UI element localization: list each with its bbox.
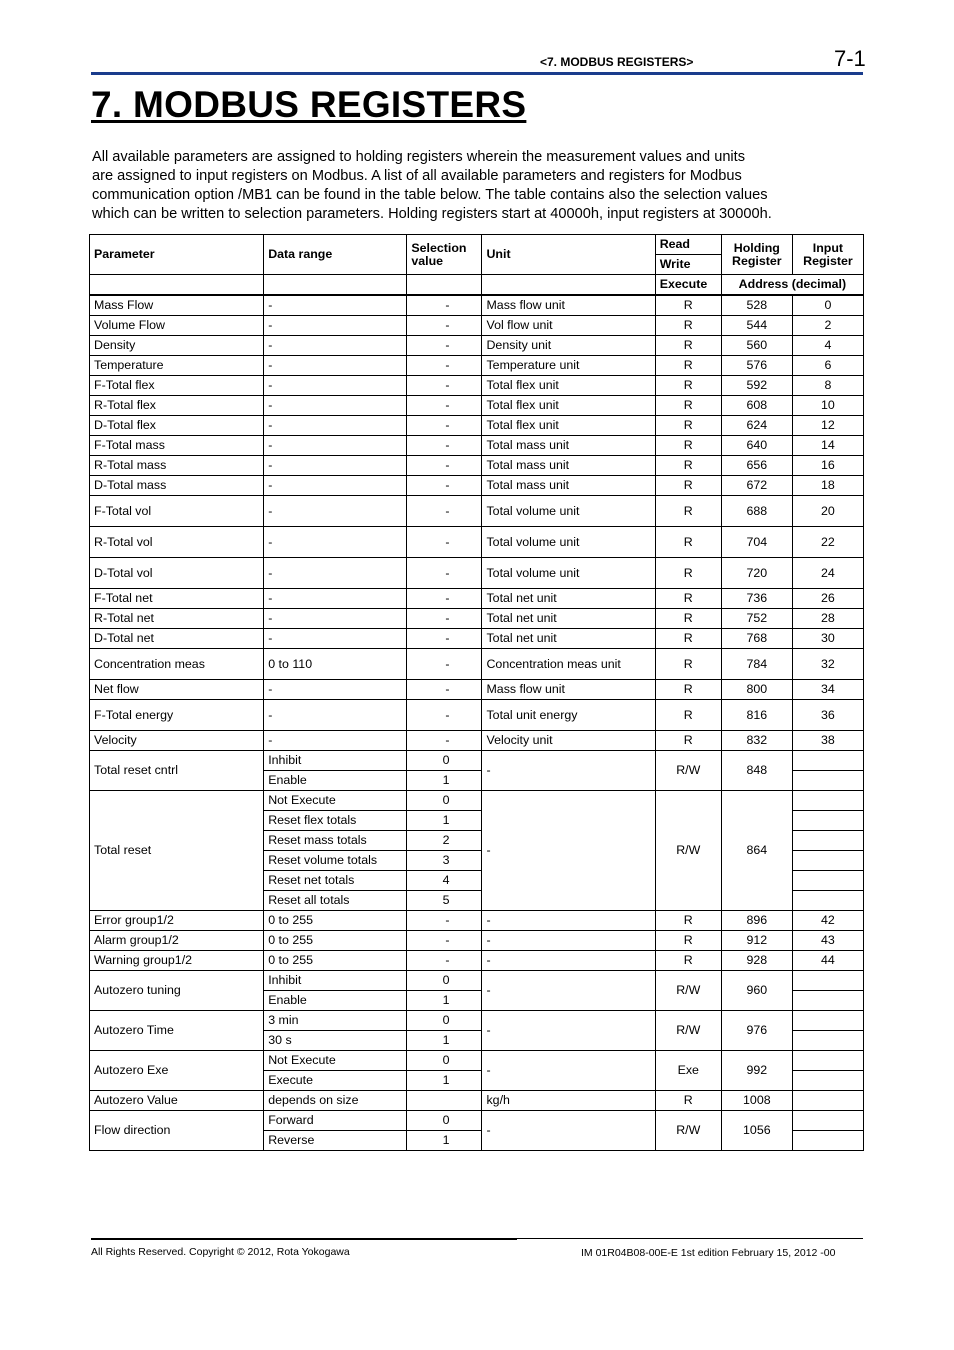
cell-access: R	[655, 609, 721, 629]
cell-input-register: 34	[792, 680, 863, 700]
cell-input-register: 20	[792, 496, 863, 527]
footer-document-info: IM 01R04B08-00E-E 1st edition February 15, 2012 -00	[581, 1247, 836, 1259]
cell-input-register	[792, 751, 863, 771]
cell-unit: -	[482, 751, 655, 791]
table-row	[90, 609, 864, 629]
cell-access: R	[655, 700, 721, 731]
cell-data-range: Reset flex totals	[264, 811, 407, 831]
header-address: Address (decimal)	[721, 275, 863, 296]
cell-holding-register: 528	[721, 295, 792, 316]
cell-unit: -	[482, 1011, 655, 1051]
cell-holding-register: 848	[721, 751, 792, 791]
cell-access: R	[655, 356, 721, 376]
header-input-register: Input Register	[792, 235, 863, 275]
table-row	[90, 649, 864, 680]
cell-input-register	[792, 851, 863, 871]
cell-input-register	[792, 1031, 863, 1051]
cell-parameter: Autozero Exe	[90, 1051, 264, 1091]
cell-data-range: -	[264, 731, 407, 751]
cell-data-range: 0 to 255	[264, 931, 407, 951]
table-row	[90, 751, 864, 771]
cell-data-range: -	[264, 456, 407, 476]
cell-holding-register: 1056	[721, 1111, 792, 1151]
cell-access: R	[655, 436, 721, 456]
cell-selection-value: 1	[407, 1131, 482, 1151]
header-data-range: Data range	[264, 235, 407, 275]
cell-data-range: Inhibit	[264, 971, 407, 991]
cell-holding-register: 736	[721, 589, 792, 609]
cell-holding-register: 1008	[721, 1091, 792, 1111]
cell-data-range: Execute	[264, 1071, 407, 1091]
cell-holding-register: 896	[721, 911, 792, 931]
cell-input-register: 30	[792, 629, 863, 649]
cell-selection-value: 0	[407, 1111, 482, 1131]
cell-input-register	[792, 1131, 863, 1151]
cell-selection-value: -	[407, 700, 482, 731]
cell-parameter: R-Total vol	[90, 527, 264, 558]
cell-access: R/W	[655, 791, 721, 911]
table-row	[90, 1091, 864, 1111]
header-rule	[91, 72, 863, 75]
cell-data-range: -	[264, 356, 407, 376]
cell-selection-value: 1	[407, 1031, 482, 1051]
cell-input-register: 32	[792, 649, 863, 680]
header-page-number: 7-1	[834, 46, 866, 71]
cell-parameter: Volume Flow	[90, 316, 264, 336]
cell-data-range: Reset mass totals	[264, 831, 407, 851]
cell-input-register	[792, 991, 863, 1011]
cell-selection-value: 4	[407, 871, 482, 891]
cell-data-range: 0 to 255	[264, 951, 407, 971]
cell-access: R	[655, 1091, 721, 1111]
cell-access: R	[655, 558, 721, 589]
cell-input-register	[792, 831, 863, 851]
cell-input-register: 0	[792, 295, 863, 316]
cell-input-register: 44	[792, 951, 863, 971]
cell-parameter: Total reset cntrl	[90, 751, 264, 791]
cell-parameter: Net flow	[90, 680, 264, 700]
footer-rule-thin	[517, 1238, 863, 1239]
table-row	[90, 629, 864, 649]
table-row	[90, 589, 864, 609]
cell-data-range: -	[264, 527, 407, 558]
table-row	[90, 680, 864, 700]
modbus-register-table	[89, 234, 864, 1151]
intro-line: which can be written to selection parameters. Holding registers start at 40000h, input registers at 30000h.	[92, 206, 772, 222]
cell-selection-value: 1	[407, 811, 482, 831]
cell-selection-value: 1	[407, 1071, 482, 1091]
intro-line: communication option /MB1 can be found in the table below. The table contains also the selection values	[92, 187, 768, 203]
cell-holding-register: 624	[721, 416, 792, 436]
cell-access: R	[655, 951, 721, 971]
cell-selection-value: -	[407, 476, 482, 496]
cell-data-range: Enable	[264, 991, 407, 1011]
cell-unit: Total volume unit	[482, 558, 655, 589]
cell-selection-value: 0	[407, 751, 482, 771]
cell-parameter: Flow direction	[90, 1111, 264, 1151]
cell-holding-register: 608	[721, 396, 792, 416]
cell-holding-register: 928	[721, 951, 792, 971]
cell-parameter: F-Total vol	[90, 496, 264, 527]
cell-selection-value: -	[407, 649, 482, 680]
cell-selection-value: 1	[407, 771, 482, 791]
cell-holding-register: 912	[721, 931, 792, 951]
cell-data-range: Inhibit	[264, 751, 407, 771]
cell-input-register: 8	[792, 376, 863, 396]
cell-parameter: Autozero tuning	[90, 971, 264, 1011]
table-row	[90, 791, 864, 811]
cell-holding-register: 640	[721, 436, 792, 456]
cell-holding-register: 816	[721, 700, 792, 731]
cell-selection-value: -	[407, 416, 482, 436]
cell-input-register: 10	[792, 396, 863, 416]
intro-line: All available parameters are assigned to holding registers wherein the measurement values and units	[92, 149, 746, 165]
cell-access: R	[655, 931, 721, 951]
cell-holding-register: 720	[721, 558, 792, 589]
cell-unit: Total unit energy	[482, 700, 655, 731]
cell-holding-register: 960	[721, 971, 792, 1011]
header-selection-value: Selection value	[407, 235, 482, 275]
cell-access: R	[655, 649, 721, 680]
cell-access: R	[655, 295, 721, 316]
cell-access: R	[655, 589, 721, 609]
cell-parameter: Total reset	[90, 791, 264, 911]
cell-data-range: -	[264, 396, 407, 416]
table-row	[90, 931, 864, 951]
cell-data-range: Enable	[264, 771, 407, 791]
cell-input-register: 43	[792, 931, 863, 951]
cell-holding-register: 976	[721, 1011, 792, 1051]
cell-data-range: 0 to 110	[264, 649, 407, 680]
table-row	[90, 336, 864, 356]
cell-data-range: -	[264, 316, 407, 336]
cell-unit: Total flex unit	[482, 416, 655, 436]
cell-unit: -	[482, 911, 655, 931]
cell-unit: kg/h	[482, 1091, 655, 1111]
cell-parameter: R-Total flex	[90, 396, 264, 416]
cell-parameter: F-Total energy	[90, 700, 264, 731]
cell-parameter: Mass Flow	[90, 295, 264, 316]
cell-data-range: -	[264, 416, 407, 436]
table-row	[90, 1011, 864, 1031]
cell-input-register	[792, 971, 863, 991]
cell-unit: Temperature unit	[482, 356, 655, 376]
cell-input-register	[792, 1091, 863, 1111]
cell-parameter: Alarm group1/2	[90, 931, 264, 951]
cell-unit: -	[482, 1111, 655, 1151]
cell-parameter: Autozero Value	[90, 1091, 264, 1111]
cell-selection-value: -	[407, 316, 482, 336]
cell-holding-register: 784	[721, 649, 792, 680]
cell-input-register: 18	[792, 476, 863, 496]
cell-holding-register: 688	[721, 496, 792, 527]
cell-selection-value: -	[407, 527, 482, 558]
cell-input-register	[792, 791, 863, 811]
cell-parameter: Autozero Time	[90, 1011, 264, 1051]
cell-holding-register: 592	[721, 376, 792, 396]
cell-data-range: -	[264, 629, 407, 649]
cell-data-range: 30 s	[264, 1031, 407, 1051]
cell-holding-register: 656	[721, 456, 792, 476]
cell-selection-value: 0	[407, 791, 482, 811]
header-execute: Execute	[655, 275, 721, 296]
cell-selection-value: -	[407, 436, 482, 456]
cell-data-range: Not Execute	[264, 1051, 407, 1071]
cell-selection-value: -	[407, 680, 482, 700]
table-row	[90, 527, 864, 558]
cell-unit: Velocity unit	[482, 731, 655, 751]
cell-unit: Mass flow unit	[482, 680, 655, 700]
cell-input-register: 42	[792, 911, 863, 931]
cell-data-range: -	[264, 700, 407, 731]
cell-selection-value: -	[407, 731, 482, 751]
cell-input-register: 6	[792, 356, 863, 376]
cell-parameter: Error group1/2	[90, 911, 264, 931]
cell-unit: Total net unit	[482, 589, 655, 609]
cell-data-range: depends on size	[264, 1091, 407, 1111]
cell-unit: Total mass unit	[482, 436, 655, 456]
cell-input-register	[792, 1011, 863, 1031]
cell-input-register: 26	[792, 589, 863, 609]
cell-data-range: Reverse	[264, 1131, 407, 1151]
cell-input-register: 2	[792, 316, 863, 336]
cell-selection-value: 5	[407, 891, 482, 911]
cell-holding-register: 832	[721, 731, 792, 751]
cell-data-range: -	[264, 336, 407, 356]
cell-selection-value	[407, 1091, 482, 1111]
cell-parameter: Temperature	[90, 356, 264, 376]
cell-selection-value: -	[407, 951, 482, 971]
cell-data-range: Reset all totals	[264, 891, 407, 911]
cell-data-range: -	[264, 496, 407, 527]
cell-unit: Total flex unit	[482, 396, 655, 416]
cell-unit: Total flex unit	[482, 376, 655, 396]
cell-parameter: Concentration meas	[90, 649, 264, 680]
cell-parameter: R-Total net	[90, 609, 264, 629]
cell-holding-register: 560	[721, 336, 792, 356]
intro-paragraph	[92, 148, 867, 224]
cell-data-range: Reset net totals	[264, 871, 407, 891]
cell-data-range: 0 to 255	[264, 911, 407, 931]
cell-data-range: -	[264, 436, 407, 456]
header-write: Write	[655, 255, 721, 275]
table-row	[90, 376, 864, 396]
table-row	[90, 436, 864, 456]
cell-access: R	[655, 731, 721, 751]
cell-access: R	[655, 396, 721, 416]
table-row	[90, 316, 864, 336]
cell-selection-value: 2	[407, 831, 482, 851]
cell-data-range: 3 min	[264, 1011, 407, 1031]
cell-parameter: F-Total flex	[90, 376, 264, 396]
cell-data-range: -	[264, 609, 407, 629]
cell-access: R	[655, 629, 721, 649]
cell-input-register: 22	[792, 527, 863, 558]
cell-unit: Density unit	[482, 336, 655, 356]
cell-unit: Vol flow unit	[482, 316, 655, 336]
footer-copyright: All Rights Reserved. Copyright © 2012, Rota Yokogawa	[91, 1246, 350, 1258]
cell-unit: Total mass unit	[482, 476, 655, 496]
cell-input-register	[792, 1051, 863, 1071]
cell-data-range: -	[264, 680, 407, 700]
cell-unit: Total net unit	[482, 609, 655, 629]
header-unit: Unit	[482, 235, 655, 275]
table-row	[90, 951, 864, 971]
cell-parameter: Warning group1/2	[90, 951, 264, 971]
cell-input-register: 4	[792, 336, 863, 356]
cell-input-register: 38	[792, 731, 863, 751]
cell-selection-value: -	[407, 558, 482, 589]
cell-data-range: -	[264, 295, 407, 316]
cell-input-register: 16	[792, 456, 863, 476]
cell-holding-register: 576	[721, 356, 792, 376]
page-title: 7. MODBUS REGISTERS	[91, 84, 527, 125]
cell-access: Exe	[655, 1051, 721, 1091]
cell-access: R	[655, 416, 721, 436]
cell-holding-register: 704	[721, 527, 792, 558]
cell-access: R	[655, 336, 721, 356]
cell-parameter: D-Total vol	[90, 558, 264, 589]
cell-selection-value: -	[407, 396, 482, 416]
table-row	[90, 456, 864, 476]
header-section-title: <7. MODBUS REGISTERS>	[540, 55, 694, 69]
cell-input-register	[792, 1071, 863, 1091]
cell-data-range: -	[264, 376, 407, 396]
table-row	[90, 731, 864, 751]
table-row	[90, 911, 864, 931]
header-parameter: Parameter	[90, 235, 264, 275]
cell-parameter: F-Total mass	[90, 436, 264, 456]
header-read: Read	[655, 235, 721, 255]
cell-selection-value: -	[407, 456, 482, 476]
cell-selection-value: -	[407, 609, 482, 629]
cell-input-register	[792, 771, 863, 791]
intro-line: are assigned to input registers on Modbus. A list of all available parameters and registers for Modbus	[92, 168, 742, 184]
cell-input-register: 14	[792, 436, 863, 456]
cell-selection-value: 0	[407, 1011, 482, 1031]
cell-data-range: Reset volume totals	[264, 851, 407, 871]
cell-data-range: Forward	[264, 1111, 407, 1131]
cell-selection-value: 0	[407, 971, 482, 991]
cell-holding-register: 544	[721, 316, 792, 336]
cell-access: R	[655, 456, 721, 476]
cell-holding-register: 800	[721, 680, 792, 700]
footer-rule	[91, 1238, 517, 1240]
cell-holding-register: 992	[721, 1051, 792, 1091]
cell-unit: Total volume unit	[482, 527, 655, 558]
table-row	[90, 496, 864, 527]
cell-access: R	[655, 496, 721, 527]
cell-input-register: 28	[792, 609, 863, 629]
cell-selection-value: 1	[407, 991, 482, 1011]
cell-input-register	[792, 891, 863, 911]
cell-input-register: 12	[792, 416, 863, 436]
cell-unit: Total mass unit	[482, 456, 655, 476]
cell-access: R	[655, 476, 721, 496]
cell-access: R	[655, 316, 721, 336]
cell-input-register: 24	[792, 558, 863, 589]
cell-holding-register: 672	[721, 476, 792, 496]
cell-input-register: 36	[792, 700, 863, 731]
cell-access: R/W	[655, 971, 721, 1011]
cell-access: R	[655, 911, 721, 931]
cell-input-register	[792, 811, 863, 831]
cell-parameter: D-Total flex	[90, 416, 264, 436]
cell-unit: Concentration meas unit	[482, 649, 655, 680]
cell-selection-value: 3	[407, 851, 482, 871]
table-row	[90, 356, 864, 376]
cell-holding-register: 752	[721, 609, 792, 629]
header-holding-register: Holding Register	[721, 235, 792, 275]
cell-parameter: R-Total mass	[90, 456, 264, 476]
cell-access: R	[655, 680, 721, 700]
cell-unit: -	[482, 951, 655, 971]
table-row	[90, 558, 864, 589]
table-row	[90, 700, 864, 731]
cell-data-range: Not Execute	[264, 791, 407, 811]
cell-unit: Total volume unit	[482, 496, 655, 527]
table-row	[90, 1051, 864, 1071]
cell-selection-value: 0	[407, 1051, 482, 1071]
cell-data-range: -	[264, 589, 407, 609]
cell-selection-value: -	[407, 356, 482, 376]
table-row	[90, 1111, 864, 1131]
cell-selection-value: -	[407, 295, 482, 316]
cell-data-range: -	[264, 476, 407, 496]
cell-selection-value: -	[407, 376, 482, 396]
cell-parameter: F-Total net	[90, 589, 264, 609]
cell-access: R/W	[655, 1111, 721, 1151]
cell-access: R	[655, 527, 721, 558]
cell-selection-value: -	[407, 496, 482, 527]
cell-parameter: D-Total net	[90, 629, 264, 649]
cell-access: R/W	[655, 1011, 721, 1051]
table-row	[90, 295, 864, 316]
cell-selection-value: -	[407, 336, 482, 356]
cell-access: R	[655, 376, 721, 396]
cell-input-register	[792, 1111, 863, 1131]
cell-selection-value: -	[407, 589, 482, 609]
cell-unit: -	[482, 971, 655, 1011]
table-row	[90, 396, 864, 416]
cell-holding-register: 768	[721, 629, 792, 649]
cell-input-register	[792, 871, 863, 891]
table-row	[90, 971, 864, 991]
cell-data-range: -	[264, 558, 407, 589]
cell-selection-value: -	[407, 911, 482, 931]
cell-unit: -	[482, 931, 655, 951]
cell-access: R/W	[655, 751, 721, 791]
table-row	[90, 476, 864, 496]
cell-parameter: D-Total mass	[90, 476, 264, 496]
cell-unit: Mass flow unit	[482, 295, 655, 316]
cell-selection-value: -	[407, 629, 482, 649]
cell-unit: Total net unit	[482, 629, 655, 649]
table-row	[90, 416, 864, 436]
cell-selection-value: -	[407, 931, 482, 951]
cell-holding-register: 864	[721, 791, 792, 911]
cell-parameter: Velocity	[90, 731, 264, 751]
cell-unit: -	[482, 1051, 655, 1091]
cell-parameter: Density	[90, 336, 264, 356]
cell-unit: -	[482, 791, 655, 911]
